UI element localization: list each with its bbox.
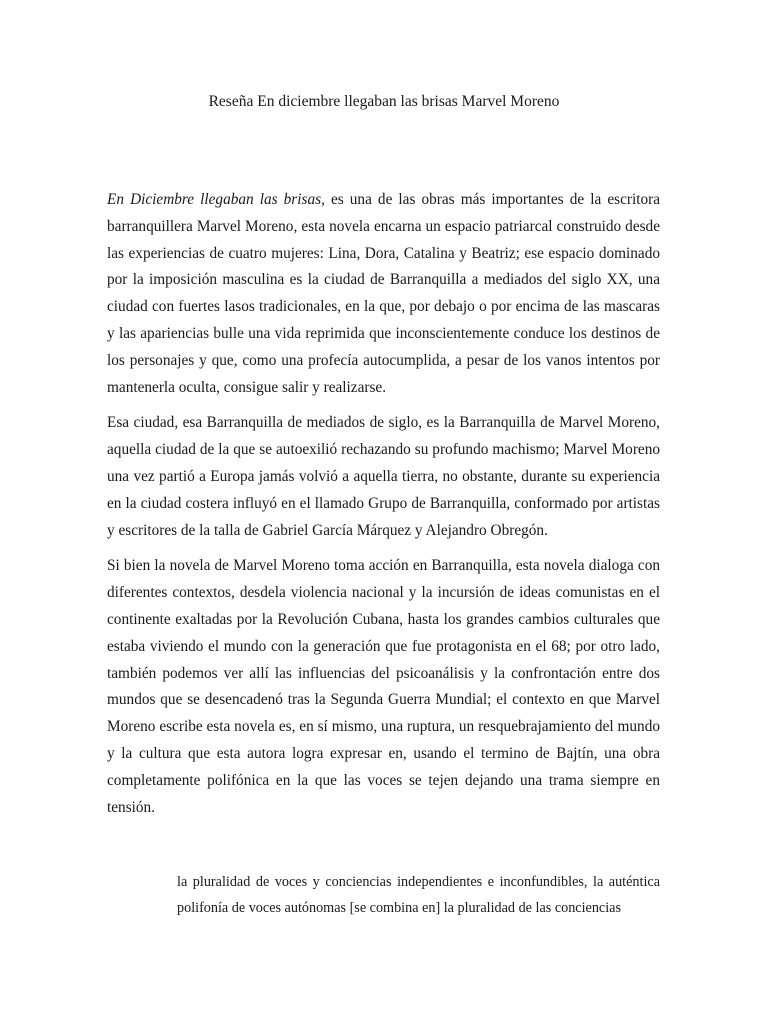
document-title: Reseña En diciembre llegaban las brisas Marvel Moreno [208, 93, 560, 110]
paragraph-3: Si bien la novela de Marvel Moreno toma acción en Barranquilla, esta novela dialoga con diferentes contextos, desdela violencia nacional y la incursión de ideas comunistas en el continente exaltadas por la Revolución Cubana, hasta los grandes cambios culturales que estaba viviendo el mundo con la generación que fue protagonista en el 68; por otro lado, también podemos ver allí las influencias del psicoanálisis y la confrontación entre dos mundos que se desencadenó tras la Segunda Guerra Mundial; el contexto en que Marvel Moreno escribe esta novela es, en sí mismo, una ruptura, un resquebrajamiento del mundo y la cultura que esta autora logra expresar en, usando el termino de Bajtín, una obra completamente polifónica en la que las voces se tejen dejando una trama siempre en tensión. [107, 557, 660, 816]
paragraph-2: Esa ciudad, esa Barranquilla de mediados de siglo, es la Barranquilla de Marvel Moreno, aquella ciudad de la que se autoexilió rechazando su profundo machismo; Marvel Moreno una vez partió a Europa jamás volvió a aquella tierra, no obstante, durante su experiencia en la ciudad costera influyó en el llamado Grupo de Barranquilla, conformado por artistas y escritores de la talla de Gabriel García Márquez y Alejandro Obregón. [107, 414, 660, 539]
block-quote: la pluralidad de voces y conciencias independientes e inconfundibles, la auténtica polifonía de voces autónomas [se combina en] la pluralidad de las conciencias [177, 874, 660, 916]
document-body [107, 187, 660, 830]
paragraph-1 [107, 187, 660, 401]
book-title-italic: En Diciembre llegaban las brisas [107, 191, 322, 208]
paragraph-1-text: , es una de las obras más importantes de la escritora barranquillera Marvel Moreno, esta novela encarna un espacio patriarcal construido desde las experiencias de cuatro mujeres: Lina, Dora, Catalina y Beatriz; ese espacio dominado por la imposición masculina es la ciudad de Barranquilla a mediados del siglo XX, una ciudad con fuertes lasos tradicionales, en la que, por debajo o por encima de las mascaras y las apariencias bulle una vida reprimida que inconscientemente conduce los destinos de los personajes y que, como una profecía autocumplida, a pesar de los vanos intentos por mantenerla oculta, consigue salir y realizarse. [107, 191, 660, 396]
